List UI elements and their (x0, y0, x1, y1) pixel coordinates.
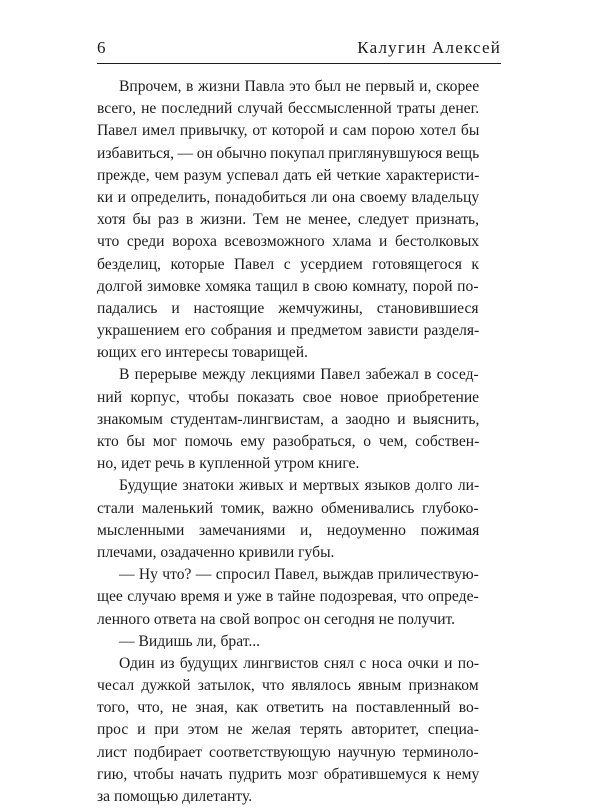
text-line: Павел имел привычку, от которой и сам порою хотел бы (97, 122, 480, 140)
text-line: ний корпус, чтобы показать свое новое приобретение (97, 388, 480, 406)
text-line: долгой зимовке хомяка тащил в свою комнату, порой по- (97, 277, 479, 295)
text-line: — Ну что? — спросил Павел, выждав приличествую- (119, 566, 479, 584)
text-line: стали маленький томик, важно обменивались глубоко- (97, 499, 479, 517)
text-line: знакомым студентам-лингвистам, а заодно и выяснить, (97, 410, 480, 428)
text-line: всего, не последний случай бессмысленной траты денег. (97, 100, 480, 118)
text-line: прос и при этом не желая терять авторитет, специа- (97, 721, 479, 739)
text-line: плечами, озадаченно кривили губы. (97, 543, 335, 561)
text-line: кто бы мог помочь ему разобраться, о чем, собствен- (97, 433, 480, 450)
text-line: ленного ответа на свой вопрос он сегодня не получит. (97, 610, 456, 628)
paragraph-6 (97, 653, 501, 808)
paragraph-5 (97, 631, 501, 653)
text-line: падались и настоящие жемчужины, становившиеся (97, 299, 479, 317)
paragraph-1 (97, 76, 501, 364)
text-line: — Видишь ли, брат... (119, 632, 261, 650)
text-line: безделиц, которые Павел с усердием готовящегося к (97, 255, 480, 273)
text-line: украшением его собрания и предметом зависти разделя- (97, 322, 480, 340)
text-line: щее случаю время и уже в тайне подозревая, что опреде- (97, 588, 479, 606)
paragraph-4 (97, 564, 501, 631)
text-line: того, что, не зная, как ответить на поставленный во- (97, 699, 479, 717)
text-line: но, идет речь в купленной утром книге. (97, 455, 360, 473)
text-line: хотя бы раз в жизни. Тем не менее, следует признать, (97, 211, 480, 229)
text-line: что среди вороха всевозможного хлама и бестолковых (97, 233, 480, 251)
paragraph-3 (97, 475, 501, 564)
header-rule (97, 63, 501, 64)
text-line: прежде, чем разум успевал дать ей четкие характеристи- (97, 166, 480, 184)
text-line: Впрочем, в жизни Павла это был не первый и, скорее (119, 78, 480, 95)
text-line: ки и определить, понадобиться ли она своему владельцу (97, 188, 480, 206)
page-number: 6 (97, 38, 106, 57)
running-header (97, 38, 501, 58)
text-body (97, 76, 501, 808)
text-line: Один из будущих лингвистов снял с носа очки и по- (119, 654, 480, 672)
text-line: В перерыве между лекциями Павел забежал в сосед- (119, 366, 479, 384)
text-line: мысленными замечаниями и, недоуменно пожимая (97, 521, 480, 539)
text-line: гию, чтобы начать пудрить мозг обратившемуся к нему (97, 765, 480, 783)
paragraph-2 (97, 364, 501, 475)
text-line: избавиться, — он обычно покупал приглянувшуюся вещь (97, 144, 480, 162)
text-line: за помощью дилетанту. (97, 788, 253, 805)
text-line: Будущие знатоки живых и мертвых языков долго ли- (119, 477, 480, 495)
text-line: чесал дужкой затылок, что являлось явным признаком (97, 677, 479, 695)
running-title: Калугин Алексей (357, 38, 501, 57)
text-line: лист подбирает соответствующую научную терминоло- (97, 743, 479, 761)
text-line: ющих его интересы товарищей. (97, 344, 308, 362)
